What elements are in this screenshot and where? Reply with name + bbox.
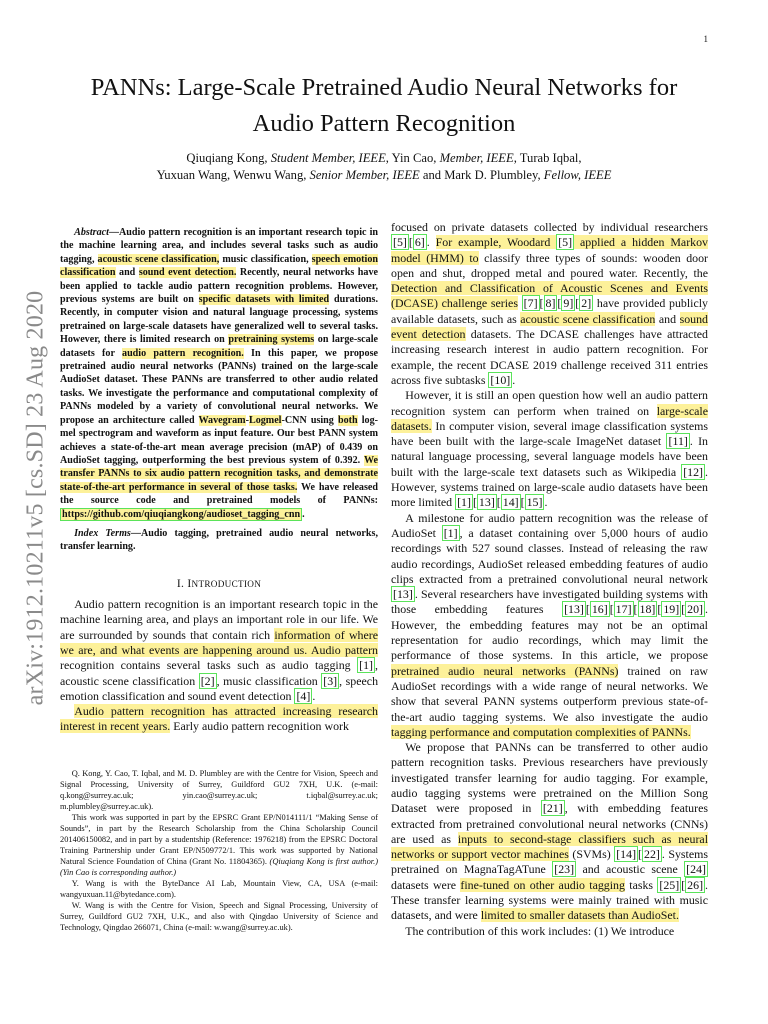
author-name: , Yin Cao, bbox=[385, 151, 440, 165]
citation-link[interactable]: 17] bbox=[615, 602, 632, 617]
footnote-text: Y. Wang is with the ByteDance AI Lab, Mountain View, CA, USA (e-mail: wangyuxuan.11@bytedance.com). bbox=[60, 879, 378, 899]
citation-link[interactable]: [23] bbox=[554, 862, 575, 877]
text-run: . In natural language processing, several language models have been built with the large-scale text datasets such as Wikipedia bbox=[391, 434, 708, 479]
highlighted-text: tagging performance and computation complexities of PANNs. bbox=[391, 724, 691, 739]
text-run: and acoustic scene bbox=[576, 862, 685, 877]
text-run: . However, the embedding features may not be an optimal representation for audio recordings, which may limit the performance of those systems. In this article, we propose bbox=[391, 602, 708, 663]
citation-link[interactable]: [10] bbox=[490, 372, 511, 387]
highlighted-text: For example, Woodard bbox=[435, 235, 557, 250]
text-run: [ bbox=[657, 602, 662, 617]
highlighted-text: specific datasets with limited bbox=[198, 294, 330, 306]
index-terms-label: Index Terms bbox=[74, 527, 131, 539]
citation-link[interactable]: [1] bbox=[457, 495, 471, 510]
footnote bbox=[60, 878, 378, 900]
citation-link[interactable]: [5] bbox=[393, 235, 407, 250]
text-run: , with embedding features extracted from pretrained convolutional neural networks (CNNs) are used as bbox=[391, 801, 708, 846]
author-title: Member, IEEE bbox=[439, 151, 514, 165]
citation-link[interactable]: [2] bbox=[200, 673, 215, 688]
citation-link[interactable]: [13] bbox=[564, 602, 584, 617]
text-run: - bbox=[245, 414, 249, 426]
page-number: 1 bbox=[703, 34, 708, 44]
section-heading bbox=[60, 576, 378, 592]
highlighted-text: acoustic scene classification, bbox=[97, 253, 220, 265]
right-column bbox=[391, 220, 708, 939]
text-run: . Systems pretrained on MagnaTagATune bbox=[391, 847, 708, 877]
highlighted-text: pretrained audio neural networks (PANNs) bbox=[391, 663, 619, 678]
text-run: We propose that PANNs can be transferred to other audio pattern recognition tasks. Previous researchers have previously investigated transfer learning for audio tagging. For example, audio tagging systems were pretrained on the Million Song Dataset were proposed in bbox=[391, 740, 708, 816]
abstract bbox=[60, 226, 378, 521]
text-run: . Several researchers have investigated building systems with those embedding features bbox=[391, 587, 708, 617]
author-block bbox=[70, 150, 698, 184]
citation-link[interactable]: https://github.com/qiuqiangkong/audioset_tagging_cnn bbox=[62, 508, 301, 520]
text-run: . bbox=[302, 508, 305, 520]
footnote-text: W. Wang is with the Centre for Vision, Speech and Signal Processing, University of Surrey, Guildford GU2 7XH, U.K., and also with Qingdao University of Science and Technology, Qingdao 266071, China (e-mail: w.wang@surrey.ac.uk). bbox=[60, 901, 378, 932]
highlighted-text: acoustic scene classification bbox=[520, 311, 656, 326]
author-name: Qiuqiang Kong, bbox=[186, 151, 271, 165]
highlighted-text: sound event detection bbox=[391, 311, 708, 342]
author-name: , Turab Iqbal, bbox=[513, 151, 582, 165]
citation-link[interactable]: [5] bbox=[558, 235, 573, 250]
paragraph bbox=[391, 388, 708, 510]
citation-link[interactable]: [12] bbox=[683, 464, 704, 479]
index-terms bbox=[60, 527, 378, 554]
abstract-label: Abstract bbox=[74, 227, 109, 238]
citation-link[interactable]: [21] bbox=[542, 801, 563, 816]
citation-link[interactable]: 2] bbox=[581, 296, 592, 311]
text-run: . bbox=[512, 372, 516, 387]
author-title: Senior Member, IEEE bbox=[309, 168, 420, 182]
text-run: A milestone for audio pattern recognition was the release of AudioSet bbox=[391, 510, 708, 540]
text-run: music classification, bbox=[219, 253, 312, 265]
text-run: However, it is still an open question how well an audio pattern recognition system can perform when trained on bbox=[391, 388, 708, 418]
footnote bbox=[60, 768, 378, 812]
footnote-text: Q. Kong, Y. Cao, T. Iqbal, and M. D. Plumbley are with the Centre for Vision, Speech and Signal Processing, University of Surrey, Guildford GU2 7XH, U.K. (e-mail: q.kong@surrey.ac.uk; yin.cao@surrey.ac.uk; t.iqbal@surrey.ac.uk; m.plumbley@surrey.ac.uk). bbox=[60, 769, 378, 811]
section-heading-part: I. I bbox=[176, 576, 192, 590]
citation-link[interactable]: [14] bbox=[616, 847, 637, 862]
text-run: log-mel spectrogram and waveform as input feature. Our best PANN system achieves a state-of-the-art mean average precision (mAP) of 0.439 on AudioSet tagging, outperforming the best previous system of 0.392. bbox=[60, 414, 378, 466]
highlighted-text: sound event detection. bbox=[138, 267, 237, 279]
text-run: focused on private datasets collected by individual researchers bbox=[391, 220, 708, 234]
highlighted-text: limited to smaller datasets than AudioSet. bbox=[480, 908, 679, 923]
text-run: (SVMs) bbox=[568, 847, 615, 862]
section-heading-part: NTRODUCTION bbox=[191, 578, 262, 589]
text-run: In computer vision, several image classification systems have been built with the large-scale ImageNet dataset bbox=[391, 418, 708, 449]
section-heading-text bbox=[177, 577, 261, 590]
text-run: and bbox=[115, 267, 139, 279]
text-run: The contribution of this work includes: (1) We introduce bbox=[405, 923, 675, 938]
citation-link[interactable]: 15] bbox=[526, 495, 543, 510]
text-run: , music classification bbox=[216, 673, 322, 688]
text-run: recognition contains several tasks such as audio tagging bbox=[60, 658, 358, 673]
citation-link[interactable]: 14] bbox=[502, 495, 519, 510]
text-run: . bbox=[426, 235, 436, 250]
text-run: Early audio pattern recognition work bbox=[170, 719, 349, 734]
highlighted-text: applied a hidden Markov model (HMM) to bbox=[391, 235, 708, 265]
abstract-body bbox=[60, 227, 378, 521]
citation-link[interactable]: 13] bbox=[478, 495, 495, 510]
text-run: —Audio pattern recognition is an important research topic in the machine learning area, and includes several tasks such as audio tagging, bbox=[60, 227, 378, 265]
highlighted-text: We transfer PANNs to six audio pattern recognition tasks, and demonstrate state-of-the-art performance in several of those tasks. bbox=[60, 454, 378, 493]
paragraph bbox=[391, 924, 708, 939]
text-run: [ bbox=[520, 495, 525, 510]
text-run: datasets were bbox=[391, 877, 461, 892]
author-title: Student Member, IEEE bbox=[270, 151, 386, 165]
text-run: -CNN using bbox=[281, 414, 338, 426]
citation-link[interactable]: [25] bbox=[659, 877, 680, 892]
paper-title: PANNs: Large-Scale Pretrained Audio Neural Networks for Audio Pattern Recognition bbox=[90, 74, 678, 137]
text-run: and bbox=[655, 311, 680, 326]
text-run: [ bbox=[681, 877, 686, 892]
paragraph bbox=[391, 220, 708, 388]
text-run: [ bbox=[681, 602, 686, 617]
text-run: [ bbox=[557, 296, 562, 311]
highlighted-text: speech emotion classification bbox=[60, 253, 379, 279]
citation-link[interactable]: [3] bbox=[323, 673, 338, 688]
highlighted-text: information of where we are, and what events are happening around us. Audio pattern bbox=[60, 627, 378, 657]
citation-link[interactable]: 18] bbox=[639, 602, 656, 617]
arxiv-sidebar bbox=[6, 268, 66, 728]
text-run: on large-scale datasets for bbox=[60, 334, 378, 359]
highlighted-text: audio pattern recognition. bbox=[122, 347, 244, 359]
author-name: and Mark D. Plumbley, bbox=[419, 168, 544, 182]
highlighted-text: Detection and Classification of Acoustic Scenes and Events (DCASE) challenge series bbox=[391, 281, 708, 311]
footnotes bbox=[60, 768, 378, 933]
text-run: [ bbox=[408, 235, 413, 250]
text-run: Recently, neural networks have been applied to tackle audio pattern recognition problems. However, previous systems are built on bbox=[60, 267, 378, 306]
highlighted-text: Logmel bbox=[248, 414, 282, 426]
highlighted-text: large-scale datasets. bbox=[391, 403, 708, 433]
text-run: , a dataset containing over 5,000 hours of audio recordings with 527 sound classes. Instead of releasing the raw audio recordings, AudioSet released embedding features of audio clips extracted from a pretrained convolutional neural network bbox=[391, 525, 708, 586]
intro-body-left bbox=[60, 597, 378, 735]
text-run: We have released the source code and pretrained models of PANNs: bbox=[60, 481, 378, 507]
citation-link[interactable]: 8] bbox=[545, 296, 556, 311]
index-terms-text: —Audio tagging, pretrained audio neural networks, transfer learning. bbox=[60, 527, 378, 553]
text-run: durations. Recently, in computer vision and natural language processing, systems pretrained on large-scale datasets have generalized well to several tasks. However, there is limited research on bbox=[60, 294, 378, 346]
footnote-note: (Qiuqiang Kong is first author.) bbox=[269, 857, 378, 866]
author-name: Yuxuan Wang, Wenwu Wang, bbox=[156, 168, 310, 182]
text-run: [ bbox=[633, 602, 638, 617]
citation-link[interactable]: [7] bbox=[523, 296, 538, 311]
citation-link[interactable]: [13] bbox=[393, 587, 413, 602]
citation-link[interactable]: [24] bbox=[686, 862, 706, 877]
arxiv-identifier: arXiv:1912.10211v5 [cs.SD] 23 Aug 2020 bbox=[22, 290, 49, 706]
paragraph bbox=[391, 740, 708, 924]
text-run: [ bbox=[585, 602, 590, 617]
text-run: datasets. The DCASE challenges have attracted increasing research interest in audio pattern recognition. For example, the recent DCASE 2019 challenge received 311 entries across five subtasks bbox=[391, 327, 708, 387]
text-run: classify three types of sounds: wooden door open and shut, dropped metal and poured water. Recently, the bbox=[391, 250, 708, 280]
citation-link[interactable]: 9] bbox=[563, 296, 574, 311]
text-run: [ bbox=[575, 296, 580, 311]
citation-link[interactable]: 26] bbox=[687, 877, 704, 892]
citation-link[interactable]: [4] bbox=[296, 688, 311, 703]
left-column bbox=[60, 226, 378, 735]
footnote-text: This work was supported in part by the EPSRC Grant EP/N014111/1 “Making Sense of Sounds”, in part by the Research Scholarship from the China Scholarship Council 201406150082, and in part by a studentship (Reference: 1976218) from the EPSRC Doctoral Training Partnership under Grant EP/N509772/1. This work was supported by National Natural Science Foundation of China (Grant No. 11804365). bbox=[60, 813, 378, 866]
text-run: have provided publicly available datasets, such as bbox=[391, 296, 708, 326]
citation-link[interactable]: [1] bbox=[443, 525, 458, 540]
text-run: , acoustic scene classification bbox=[60, 658, 378, 688]
text-run: [ bbox=[609, 602, 614, 617]
text-run: [ bbox=[496, 495, 501, 510]
paragraph bbox=[391, 511, 708, 740]
highlighted-text: Audio pattern recognition has attracted increasing research interest in recent years. bbox=[60, 704, 378, 734]
citation-link[interactable]: 20] bbox=[687, 602, 704, 617]
highlighted-text: both bbox=[337, 414, 358, 426]
citation-link[interactable]: 16] bbox=[591, 602, 608, 617]
highlighted-text: inputs to second-stage classifiers such as neural networks or support vector machines bbox=[391, 831, 708, 862]
intro-body-right bbox=[391, 220, 708, 939]
author-title: Fellow, IEEE bbox=[543, 168, 612, 182]
paragraph bbox=[60, 597, 378, 704]
footnote-note: (Yin Cao is corresponding author.) bbox=[60, 868, 177, 877]
highlighted-text: pretraining systems bbox=[228, 334, 315, 346]
citation-link[interactable]: [11] bbox=[668, 434, 688, 449]
text-run: Audio pattern recognition is an important research topic in the machine learning area, and plays an important role in our life. We are surrounded by sounds that contain rich bbox=[60, 597, 378, 642]
citation-link[interactable]: 6] bbox=[414, 235, 425, 250]
footnote bbox=[60, 900, 378, 933]
paragraph bbox=[60, 704, 378, 735]
text-run: . bbox=[312, 688, 316, 703]
citation-link[interactable]: 22] bbox=[644, 847, 660, 862]
text-run: [ bbox=[539, 296, 544, 311]
text-run: , speech emotion classification and sound event detection bbox=[60, 673, 379, 703]
text-run: . bbox=[544, 495, 548, 510]
text-run: trained on raw AudioSet recordings with a wide range of neural networks. We show that several PANN systems outperform previous state-of-the-art audio tagging systems. We also investigate the audio bbox=[391, 663, 708, 724]
text-run: [ bbox=[472, 495, 477, 510]
highlighted-text: Wavegram bbox=[198, 414, 246, 426]
text-run: [ bbox=[638, 847, 642, 862]
citation-link[interactable]: [1] bbox=[359, 658, 374, 673]
text-run: tasks bbox=[624, 877, 658, 892]
text-run: In this paper, we propose pretrained audio neural networks (PANNs) trained on the large-scale AudioSet dataset. These PANNs are transferred to other audio related tasks. We investigate the performance and computational complexity of PANNs modeled by a variety of convolutional neural networks. We propose an architecture called bbox=[60, 347, 378, 426]
author-line-2 bbox=[70, 167, 698, 184]
highlighted-text: fine-tuned on other audio tagging bbox=[460, 877, 625, 892]
footnote bbox=[60, 812, 378, 878]
text-run: . However, systems trained on large-scale audio datasets have been more limited bbox=[391, 464, 708, 510]
text-run: . These transfer learning systems were mainly trained with music datasets, and were bbox=[391, 877, 709, 923]
citation-link[interactable]: 19] bbox=[663, 602, 680, 617]
author-line-1 bbox=[70, 150, 698, 167]
